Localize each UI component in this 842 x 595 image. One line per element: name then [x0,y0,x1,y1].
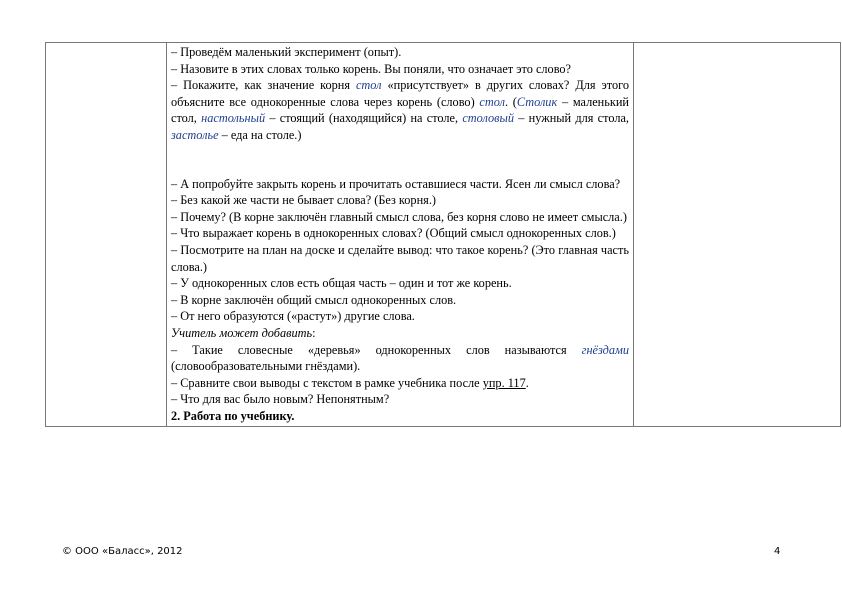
question-line: – Посмотрите на план на доске и сделайте вывод: что такое корень? (Это главная часть слова.) [171,242,629,274]
lesson-table [45,42,841,427]
conclusion-line: – В корне заключён общий смысл однокоренных слов. [171,292,457,307]
name-root-question: – Назовите в этих словах только корень. Вы поняли, что означает это слово? [171,61,572,76]
question-line: – Что для вас было новым? Непонятным? [171,392,390,407]
question-line: – Без какой же части не бывает слова? (Без корня.) [171,193,436,208]
page-number: 4 [774,546,781,557]
teacher-note: Учитель может добавить: [171,325,316,340]
teacher-activity-cell [167,43,634,427]
conclusion-line: – У однокоренных слов есть общая часть – один и тот же корень. [171,276,512,291]
spacer [171,144,629,176]
compare-textbook-line: – Сравните свои выводы с текстом в рамке учебника после упр. 117. [171,375,529,390]
root-meaning-task: – Покажите, как значение корня стол «присутствует» в других словах? Для этого объясните все однокоренные слова через корень (слово) стол. (Столик – маленький стол, настольный – стоящий (находящийся) на столе, столовый – нужный для стола, застолье – еда на столе.) [171,78,630,142]
question-line: – Почему? (В корне заключён главный смысл слова, без корня слово не имеет смысла.) [171,209,627,224]
question-line: – Что выражает корень в однокоренных словах? (Общий смысл однокоренных слов.) [171,226,616,241]
stage-column-cell [46,43,167,427]
word-nests-line: – Такие словесные «деревья» однокоренных слов называются гнёздами (словообразовательными гнёздами). [171,342,629,374]
footer-copyright: © ООО «Баласс», 2012 [62,546,183,557]
experiment-line: – Проведём маленький эксперимент (опыт). [171,45,402,59]
section-heading: 2. Работа по учебнику. [171,408,295,423]
cover-root-task: – А попробуйте закрыть корень и прочитать оставшиеся части. Ясен ли смысл слова? [171,176,621,191]
notes-column-cell [634,43,841,427]
conclusion-line: – От него образуются («растут») другие слова. [171,309,415,324]
table-row [46,43,841,427]
